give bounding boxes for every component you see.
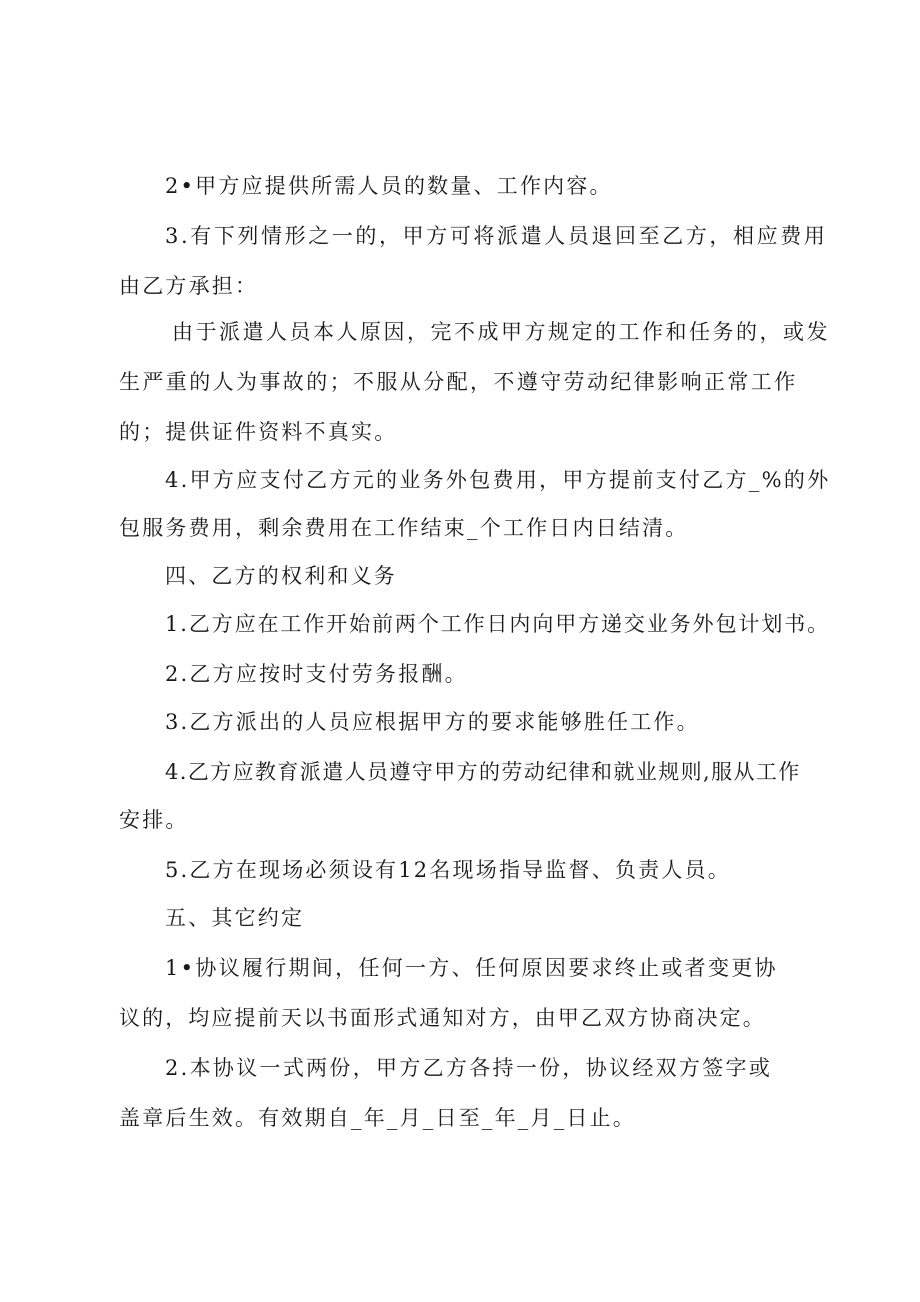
clause-text-line: 的；提供证件资料不真实。 — [119, 420, 398, 444]
clause-text-line: 2.乙方应按时支付劳务报酬。 — [165, 662, 468, 686]
clause-text-line: 3.乙方派出的人员应根据甲方的要求能够胜任工作。 — [165, 710, 700, 734]
clause-text-line: 盖章后生效。有效期自_年_月_日至_年_月_日止。 — [119, 1106, 636, 1130]
clause-text-line: 2.本协议一式两份，甲方乙方各持一份，协议经双方签字或 — [165, 1056, 773, 1080]
clause-text-line: 5.乙方在现场必须设有12名现场指导监督、负责人员。 — [165, 858, 731, 882]
clause-text-line: 3.有下列情形之一的，甲方可将派遣人员退回至乙方，相应费用 — [165, 224, 828, 248]
clause-text-line: 安排。 — [119, 808, 189, 832]
clause-text-line: 包服务费用，剩余费用在工作结束_个工作日内日结清。 — [119, 516, 689, 540]
clause-text-line: 生严重的人为事故的；不服从分配，不遵守劳动纪律影响正常工作 — [119, 370, 798, 394]
clause-text-line: 4.乙方应教育派遣人员遵守甲方的劳动纪律和就业规则,服从工作 — [165, 760, 801, 784]
clause-text-line: 议的，均应提前天以书面形式通知对方，由甲乙双方协商决定。 — [119, 1006, 766, 1030]
clause-text-line: 由于派遣人员本人原因，完不成甲方规定的工作和任务的，或发 — [172, 320, 830, 344]
clause-text-line: 1.乙方应在工作开始前两个工作日内向甲方递交业务外包计划书。 — [165, 612, 831, 636]
section-heading: 四、乙方的权利和义务 — [165, 564, 397, 588]
clause-text-line: 2•甲方应提供所需人员的数量、工作内容。 — [165, 174, 613, 198]
section-heading: 五、其它约定 — [165, 906, 305, 930]
clause-text-line: 1•协议履行期间，任何一方、任何原因要求终止或者变更协 — [165, 956, 778, 980]
clause-text-line: 4.甲方应支付乙方元的业务外包费用，甲方提前支付乙方_%的外 — [165, 468, 831, 492]
clause-text-line: 由乙方承担： — [119, 274, 259, 298]
